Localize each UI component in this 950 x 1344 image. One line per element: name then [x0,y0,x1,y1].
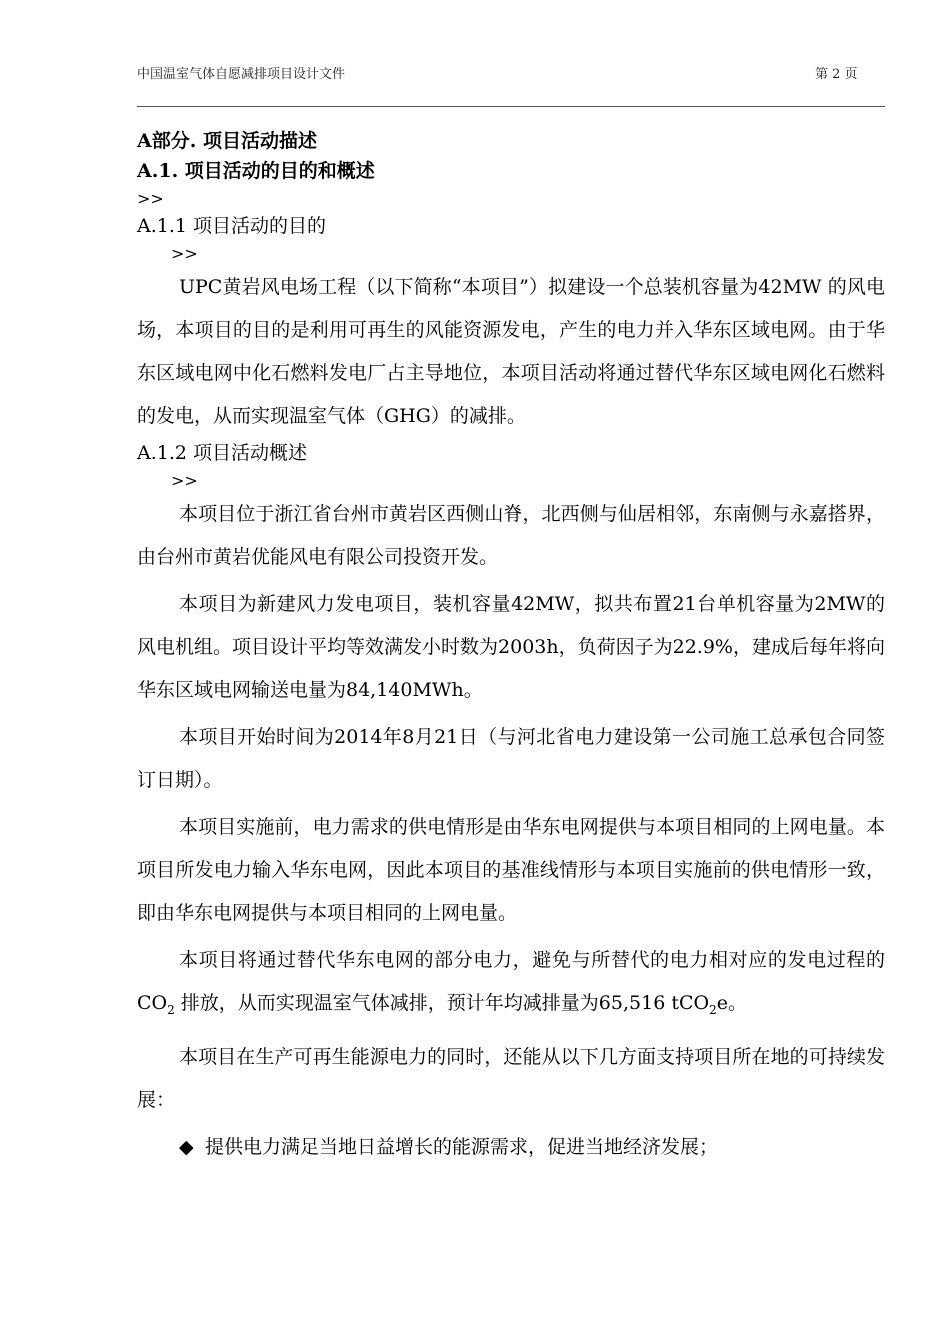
part-a-title: A部分. 项目活动描述 [137,130,317,152]
a11-paragraph: UPC黄岩风电场工程（以下简称“本项目”）拟建设一个总装机容量为42MW 的风电场，本项目的目的是利用可再生的风能资源发电，产生的电力并入华东区域电网。由于华东区域电网中化石燃料发电厂占主导地位，本项目活动将通过替代华东区域电网化石燃料的发电，从而实现温室气体（GHG）的减排。 [137,276,885,427]
a12-paragraph-location: 本项目位于浙江省台州市黄岩区西侧山脊，北西侧与仙居相邻，东南侧与永嘉搭界，由台州市黄岩优能风电有限公司投资开发。 [137,503,885,568]
a12-paragraph-emission-reduction [137,939,885,1032]
co2e-subscript: 2 [709,1002,717,1017]
section-marker: >> [137,189,164,208]
a12-paragraph-capacity: 本项目为新建风力发电项目，装机容量42MW，拟共布置21台单机容量为2MW的风电机组。项目设计平均等效满发小时数为2003h，负荷因子为22.9%，建成后每年将向华东区域电网输送电量为84,140MWh。 [137,593,885,701]
bullet-item [137,1126,885,1169]
header-document-title: 中国温室气体自愿减排项目设计文件 [137,67,346,82]
section-marker: >> [171,471,198,490]
diamond-bullet-icon: ◆ [179,1135,194,1158]
a12-paragraph-sustainability: 本项目在生产可再生能源电力的同时，还能从以下几方面支持项目所在地的可持续发展： [137,1045,885,1111]
co2-text-part3: e。 [716,992,747,1014]
section-a11-title: A.1.1 项目活动的目的 [137,215,327,237]
co2-text-part1: 本项目将通过替代华东电网的部分电力，避免与所替代的电力相对应的发电过程的CO [137,949,885,1014]
section-marker: >> [171,244,198,263]
header-divider [137,106,885,107]
bullet-text: 提供电力满足当地日益增长的能源需求，促进当地经济发展； [205,1135,719,1158]
section-a12-title: A.1.2 项目活动概述 [137,442,308,464]
document-body [137,126,885,1169]
a12-paragraph-start-date: 本项目开始时间为2014年8月21日（与河北省电力建设第一公司施工总承包合同签订日期）。 [137,726,885,791]
co2-text-part2: 排放，从而实现温室气体减排，预计年均减排量为65,516 tCO [174,992,710,1014]
a12-paragraph-baseline: 本项目实施前，电力需求的供电情形是由华东电网提供与本项目相同的上网电量。本项目所发电力输入华东电网，因此本项目的基准线情形与本项目实施前的供电情形一致，即由华东电网提供与本项目相同的上网电量。 [137,816,885,924]
section-a1-title: A.1. 项目活动的目的和概述 [137,160,375,182]
header-page-number: 第 2 页 [815,67,858,82]
co2-subscript: 2 [167,1002,175,1017]
